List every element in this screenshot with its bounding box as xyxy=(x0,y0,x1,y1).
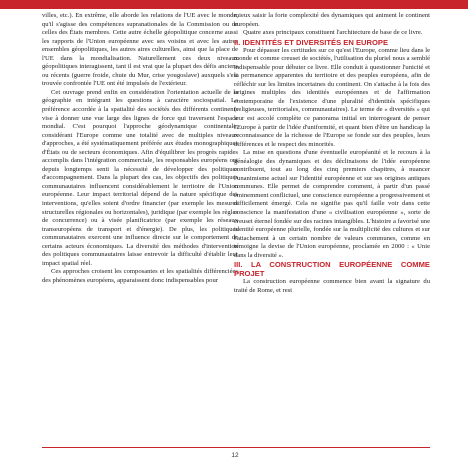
left-text-column xyxy=(42,12,238,286)
right-text-column xyxy=(234,12,430,295)
section-2-paragraph-1: Pour dépasser les certitudes sur ce qu'est l'Europe, comme lieu dans le monde et comme creuset de sociétés, l'utilisation du pluriel nous a semblé indispensable pour débuter ce livre. Elle conduit à questionner l'unicité et la permanence apparentes du territoire et des peuples européens, afin de réfléchir sur les limites incertaines du continent. On s'attache à la fois des origines multiples des identités européennes et de l'affirmation contemporaine de l'existence d'une pluralité d'identités spécifiques (religieuses, territoriales, communautaires). Le terme de « diversités » qui leur est accolé complète ce panorama initial en interrogeant de penser l'Europe à partir de l'idée d'uniformité, et quant bien d'être un handicap la reconnaissance de la richesse de l'Europe se fonde sur des peuples, leurs différences et le respect des minorités. xyxy=(234,46,430,148)
section-3-paragraph-1: La construction européenne commence bien avant la signature du traité de Rome, et rest xyxy=(234,278,430,294)
right-intro-paragraph-2: Quatre axes principaux constituent l'architecture de base de ce livre. xyxy=(243,29,423,37)
section-2-paragraph-2: La mise en questions d'une éventuelle européanité et le recours à la généalogie des dynamiques et des déclinaisons de l'idée européenne contribuent, tout au long des cinq premiers chapitres, à nuancer l'unanimisme actuel sur l'identité européenne et sur ses origines antiques communes. Elle permet de comprendre comment, à partir d'un passé éminemment conflictuel, une conscience européenne a progressivement et difficilement émergé. Cela ne signifie pas qu'il faille voir dans cette conscience la manifestation d'une « civilisation européenne », sorte de creuset éternel fondée sur des racines intangibles. L'histoire a favorisé une identité européenne plurielle, fondée sur la multiplicité des cultures et sur l'attachement à un certain nombre de valeurs communes, comme en témoigne la devise de l'Union européenne, proclamée en 2000 : « Unie dans la diversité ». xyxy=(234,149,430,259)
page-number: 12 xyxy=(231,452,239,459)
left-paragraph-3: Ces approches croisent les composantes et les spatialités différenciées des phénomènes européens, apparaissent donc indispensables pour xyxy=(42,268,238,284)
section-heading-identites: II. IDENTITÉS ET DIVERSITÉS EN EUROPE xyxy=(234,37,389,47)
footer-rule xyxy=(42,447,430,448)
top-color-bar xyxy=(0,0,468,9)
left-paragraph-1: villes, etc.). En extrême, elle aborde les relations de l'UE avec le monde, qu'il s'agisse des compétences supranationales de la Commission ou de celles des États membres. Cette autre échelle géopolitique concerne aussi les rapports de l'Union européenne avec ses voisins et avec les autres ensembles géopolitiques, les autres aires culturelles, ainsi que la place de l'UE dans la mondialisation. Naturellement ces deux niveaux géopolitiques interagissent, tant il est vrai que la plupart des défis anciens ou récents (guerre froide, chute du Mur, crise yougoslave) auxquels s'est trouvée confrontée l'UE ont été impulsés de l'extérieur. xyxy=(42,12,238,88)
section-heading-construction: III. LA CONSTRUCTION EUROPÉENNE COMME PROJET xyxy=(234,260,430,279)
right-intro-paragraph-1: mieux saisir la forte complexité des dynamiques qui animent le continent européen. xyxy=(234,12,430,28)
left-paragraph-2: Cet ouvrage prend enfin en considération l'orientation actuelle de la géographie en intégrant les questions à caractère sociospatial. La préférence accordée à la spatialité des sociétés des différents continents vise à donner une vue large des lignes de force qui traversent l'espace mondial. C'est pourquoi l'approche géodynamique continentale, considérant l'Europe comme une totalité avec de multiples niveaux d'approches, a été systématiquement préférée aux études monographiques d'États ou de secteurs économiques. Afin d'équilibrer les progrès rapides accomplis dans l'intégration commerciale, les responsables européens ont depuis longtemps senti la nécessité de développer des politiques d'accompagnement. Dans la plupart des cas, les objectifs des politiques communautaires influencent considérablement le territoire de l'Union européenne. Leur impact territorial dépend de la nature spécifique des interventions, qu'elles soient d'ordre financier (par exemple les mesures structurelles régionales ou horizontales), juridique (par exemple les règles de concurrence) ou à visée planificatrice (par exemple les réseaux transeuropéens de transport et d'énergie). De plus, les politiques communautaires exercent une influence directe sur le comportement de certains acteurs économiques. La diversité des méthodes d'intervention des politiques communautaires laisse entrevoir la difficulté d'établir leur impact spatial réel. xyxy=(42,88,238,267)
